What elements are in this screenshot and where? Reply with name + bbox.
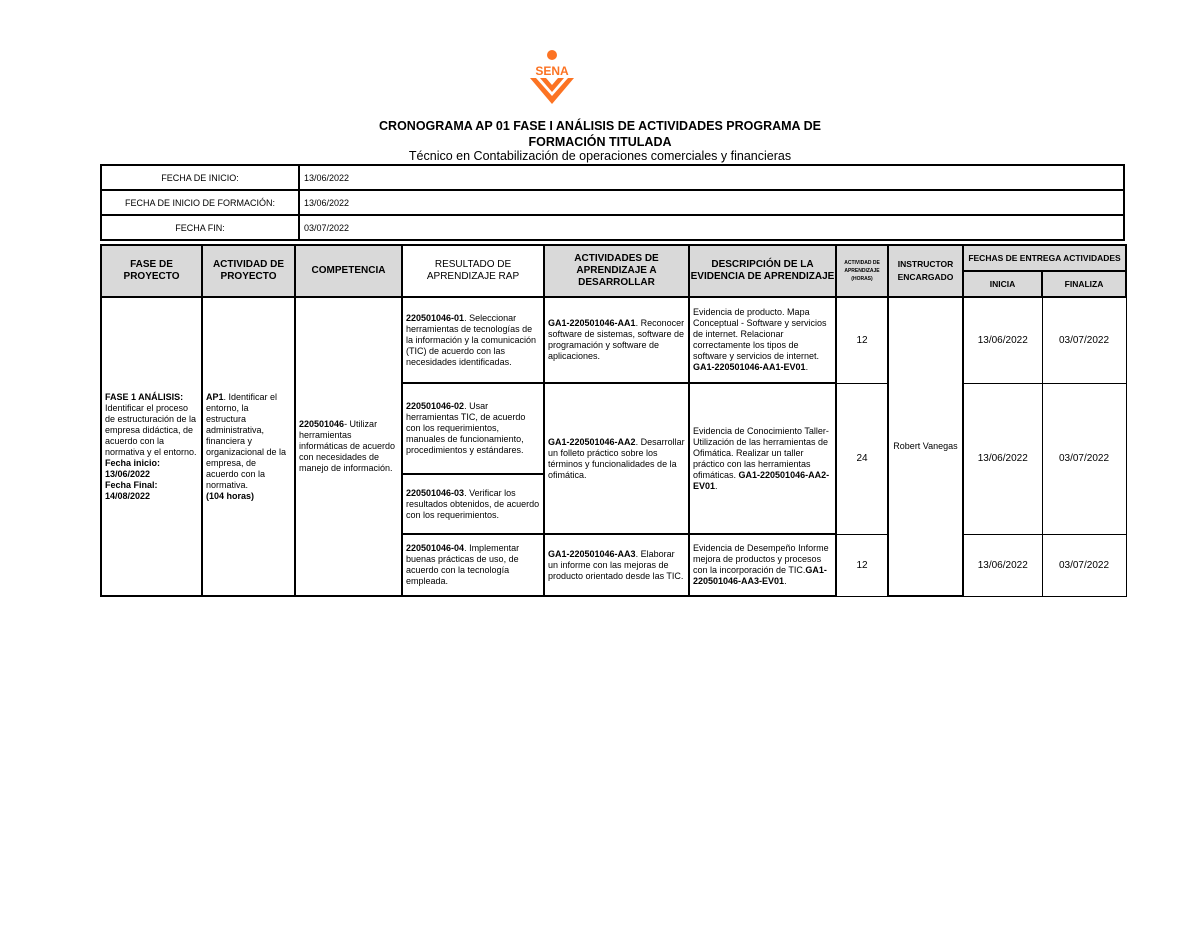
evidence-text: Evidencia de Desempeño Informe mejora de productos y procesos con la incorporación de TIC. [693,543,829,575]
actividad-horas: (104 horas) [206,490,255,501]
fase-text: Identificar el proceso de estructuración de la empresa didáctica, de acuerdo con la normativa y el entorno. [105,402,197,457]
rap-text: . Implementar buenas prácticas de uso, de acuerdo con la tecnología empleada. [406,543,520,586]
col-header-inicia: INICIA [963,271,1042,297]
info-value: 13/06/2022 [299,165,1124,190]
col-header-horas: ACTIVIDAD DE APRENDIZAJE (HORAS) [836,245,888,297]
fase-fecha-inicio: 13/06/2022 [105,468,151,479]
fase-cell [101,297,202,596]
rap-text: . Verificar los resultados obtenidos, de acuerdo con los requerimientos. [406,487,540,520]
horas-cell: 12 [836,297,888,383]
rap-text: . Usar herramientas TIC, de acuerdo con los requerimientos, manuales de funcionamiento, procedimientos y estándares. [406,401,526,455]
col-header-finaliza: FINALIZA [1042,271,1126,297]
competencia-text: - Utilizar herramientas informáticas de acuerdo con necesidades de manejo de información. [299,419,396,473]
evidence-cell: Evidencia de Desempeño Informe mejora de productos y procesos con la incorporación de TIC.GA1-220501046-AA3-EV01. [689,534,836,596]
actividad-cell [202,297,295,596]
actividad-code: AP1 [206,391,224,402]
info-label: FECHA DE INICIO: [101,165,299,190]
aa-text: Reconocer software de sistemas, software de programación y software de aplicaciones. [548,318,685,361]
info-row [101,190,1124,215]
rap-text: . Seleccionar herramientas de tecnologías de la información y la comunicación (TIC) de acuerdo con las necesidades identificadas. [406,312,537,367]
evidence-text: Evidencia de producto. Mapa Conceptual - Software y servicios de internet. Relacionar correctamente los tipos de software y servicios de internet. [693,307,827,361]
logo-text: SENA [535,64,569,78]
aa-code: GA1-220501046-AA1 [548,318,636,328]
info-row [101,165,1124,190]
fase-fecha-final-label: Fecha Final: [105,479,158,490]
aa-cell: GA1-220501046-AA3. Elaborar un informe con las mejoras de producto orientado desde las TIC. [544,534,689,596]
fase-title: FASE 1 ANÁLISIS: [105,391,184,402]
finaliza-cell: 03/07/2022 [1042,534,1126,596]
info-value: 03/07/2022 [299,215,1124,240]
col-header-resultado: RESULTADO DE APRENDIZAJE RAP [402,245,544,297]
schedule-table [100,244,1127,597]
col-header-instructor: INSTRUCTOR ENCARGADO [888,245,963,297]
inicia-cell: 13/06/2022 [963,534,1042,596]
col-header-actividad: ACTIVIDAD DE PROYECTO [202,245,295,297]
sena-logo [522,48,582,106]
rap-code: 220501046-04 [406,543,465,553]
horas-cell: 12 [836,534,888,596]
finaliza-cell: 03/07/2022 [1042,383,1126,534]
aa-code: GA1-220501046-AA2 [548,436,636,447]
col-header-actividades: ACTIVIDADES DE APRENDIZAJE A DESARROLLAR [544,245,689,297]
rap-cell [402,383,544,474]
actividad-text: . Identificar el entorno, la estructura administrativa, financiera y organizacional de la empresa, de acuerdo con la normativa. [206,391,287,490]
finaliza-cell: 03/07/2022 [1042,297,1126,383]
rap-cell [402,474,544,534]
rap-cell [402,534,544,596]
evidence-code: GA1-220501046-AA2-EV01 [693,469,830,491]
instructor-cell: Robert Vanegas [888,297,963,596]
aa-cell: GA1-220501046-AA2. Desarrollar un folleto práctico sobre los términos y funcionalidades de la ofimática. [544,383,689,534]
info-label: FECHA DE INICIO DE FORMACIÓN: [101,190,299,215]
info-value: 13/06/2022 [299,190,1124,215]
fase-fecha-final: 14/08/2022 [105,490,151,501]
aa-cell: GA1-220501046-AA1. Reconocer software de sistemas, software de programación y software de aplicaciones. [544,297,689,383]
inicia-cell: 13/06/2022 [963,383,1042,534]
aa-text: Elaborar un informe con las mejoras de producto orientado desde las TIC. [548,548,684,581]
col-header-fase: FASE DE PROYECTO [101,245,202,297]
competencia-cell [295,297,402,596]
title-line-2: FORMACIÓN TITULADA [528,135,672,149]
evidence-text: Evidencia de Conocimiento Taller- Utilización de las herramientas de Ofimática. Realizar un taller práctico con las herramientas ofimáticas. [693,425,829,480]
col-header-competencia: COMPETENCIA [295,245,402,297]
info-row [101,215,1124,240]
document-title [0,118,1200,150]
rap-code: 220501046-03 [406,487,465,498]
aa-text: Desarrollar un folleto práctico sobre los términos y funcionalidades de la ofimática. [548,436,685,480]
rap-code: 220501046-02 [406,401,465,411]
header-row [101,245,1126,271]
title-line-1: CRONOGRAMA AP 01 FASE I ANÁLISIS DE ACTIVIDADES PROGRAMA DE [379,119,821,133]
info-label: FECHA FIN: [101,215,299,240]
aa-code: GA1-220501046-AA3 [548,548,636,559]
evidence-code: GA1-220501046-AA1-EV01 [693,362,806,372]
horas-cell: 24 [836,383,888,534]
col-header-descripcion: DESCRIPCIÓN DE LA EVIDENCIA DE APRENDIZAJE [689,245,836,297]
dates-info-table [100,164,1125,241]
evidence-code: GA1-220501046-AA3-EV01 [693,565,827,586]
evidence-cell: Evidencia de producto. Mapa Conceptual - Software y servicios de internet. Relacionar correctamente los tipos de software y servicios de internet. GA1-220501046-AA1-EV01. [689,297,836,383]
fase-fecha-inicio-label: Fecha inicio: [105,457,161,468]
competencia-code: 220501046 [299,419,345,429]
evidence-cell: Evidencia de Conocimiento Taller- Utilización de las herramientas de Ofimática. Realizar un taller práctico con las herramientas ofimáticas. GA1-220501046-AA2-EV01. [689,383,836,534]
document-subtitle: Técnico en Contabilización de operaciones comerciales y financieras [408,149,792,163]
table-row [101,297,1126,383]
inicia-cell: 13/06/2022 [963,297,1042,383]
col-header-fechas: FECHAS DE ENTREGA ACTIVIDADES [963,245,1126,271]
rap-code: 220501046-01 [406,312,465,323]
rap-cell [402,297,544,383]
